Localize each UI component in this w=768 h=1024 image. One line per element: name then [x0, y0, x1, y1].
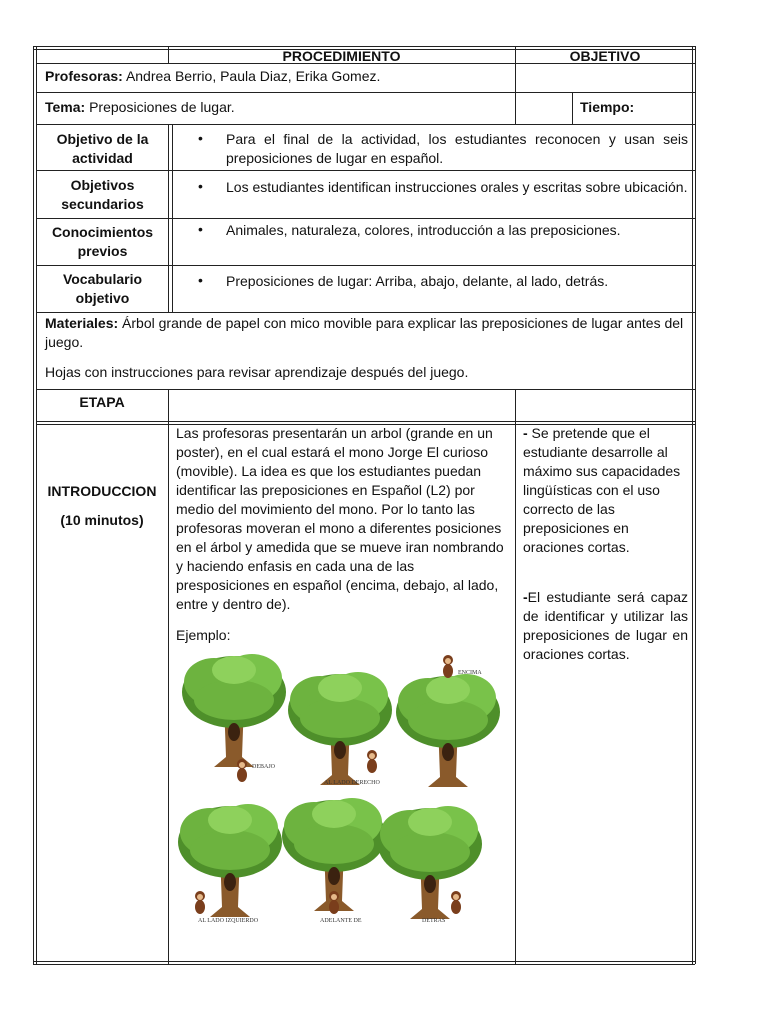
intro-objective-2: -El estudiante será capaz de identificar y utilizar las preposiciones de lugar en oraciones cortas.: [523, 589, 688, 662]
svg-text:ADELANTE DE: ADELANTE DE: [320, 918, 362, 924]
row-label-objetivo: Objetivo de la actividad: [56, 131, 149, 166]
svg-text:ENCIMA: ENCIMA: [458, 670, 482, 676]
row-bullet-secundarios: • Los estudiantes identifican instrucciones orales y escritas sobre ubicación.: [198, 178, 688, 195]
tree-encima: [396, 655, 500, 787]
profesoras-label: Profesoras:: [45, 68, 123, 84]
tree-detras: [378, 806, 482, 924]
materiales-value: Árbol grande de papel con mico movible para explicar las preposiciones de lugar antes del juego.: [45, 315, 684, 350]
materiales-block: [45, 314, 685, 352]
row-bullet-vocabulario: • Preposiciones de lugar: Arriba, abajo, delante, al lado, detrás.: [198, 272, 609, 289]
tree-al-lado-izquierdo: [178, 804, 282, 924]
svg-text:DEBAJO: DEBAJO: [252, 764, 276, 770]
tema-line: [45, 98, 505, 117]
svg-text:AL LADO DERECHO: AL LADO DERECHO: [324, 780, 380, 786]
row-label-secundarios: Objetivos secundarios: [61, 177, 144, 212]
row-bullet-previos: • Animales, naturaleza, colores, introducción a las preposiciones.: [198, 221, 621, 238]
header-procedimiento: PROCEDIMIENTO: [282, 48, 401, 64]
row-bullet-objetivo: • Para el final de la actividad, los estudiantes reconocen y usan seis preposiciones de lugar en español.: [198, 130, 688, 166]
intro-duration: (10 minutos): [60, 512, 144, 528]
intro-procedure: Las profesoras presentarán un arbol (grande en un poster), en el cual estará el mono Jorge El curioso (movible). La idea es que los estudiantes puedan identificar las preposiciones en Español (L2) por medio del movimiento del mono. Por lo tanto las profesoras moveran el mono a diferentes posiciones en el árbol y amedida que se mueve iran nombrando y haciendo enfasis en cada una de las presposiciones en español (encima, debajo, al lado, entre y dentro de).: [176, 425, 504, 612]
intro-title: INTRODUCCION: [47, 483, 157, 499]
svg-text:AL LADO IZQUIERDO: AL LADO IZQUIERDO: [198, 918, 259, 924]
tree-debajo: [182, 654, 286, 782]
profesoras-value: Andrea Berrio, Paula Diaz, Erika Gomez.: [125, 68, 381, 84]
etapa-label: ETAPA: [79, 394, 125, 410]
svg-text:DETRAS: DETRAS: [422, 918, 446, 924]
tree-adelante-de: [282, 798, 386, 924]
materiales-line2: Hojas con instrucciones para revisar aprendizaje después del juego.: [45, 364, 469, 380]
intro-objective-1: - Se pretende que el estudiante desarrolle al máximo sus capacidades lingüísticas con el uso correcto de las preposiciones en oraciones cortas.: [523, 425, 681, 555]
tema-value: Preposiciones de lugar.: [89, 99, 235, 115]
tiempo-label: Tiempo:: [580, 99, 635, 115]
profesoras-line: [45, 67, 505, 86]
intro-example-label: Ejemplo:: [176, 627, 231, 643]
trees-illustration: [176, 650, 506, 930]
tema-label: Tema:: [45, 99, 86, 115]
materiales-label: Materiales:: [45, 315, 119, 331]
row-label-previos: Conocimientos previos: [51, 224, 154, 259]
tree-al-lado-derecho: [288, 672, 392, 786]
header-objetivo: OBJETIVO: [569, 48, 641, 64]
row-label-vocabulario: Vocabulario objetivo: [62, 271, 143, 306]
